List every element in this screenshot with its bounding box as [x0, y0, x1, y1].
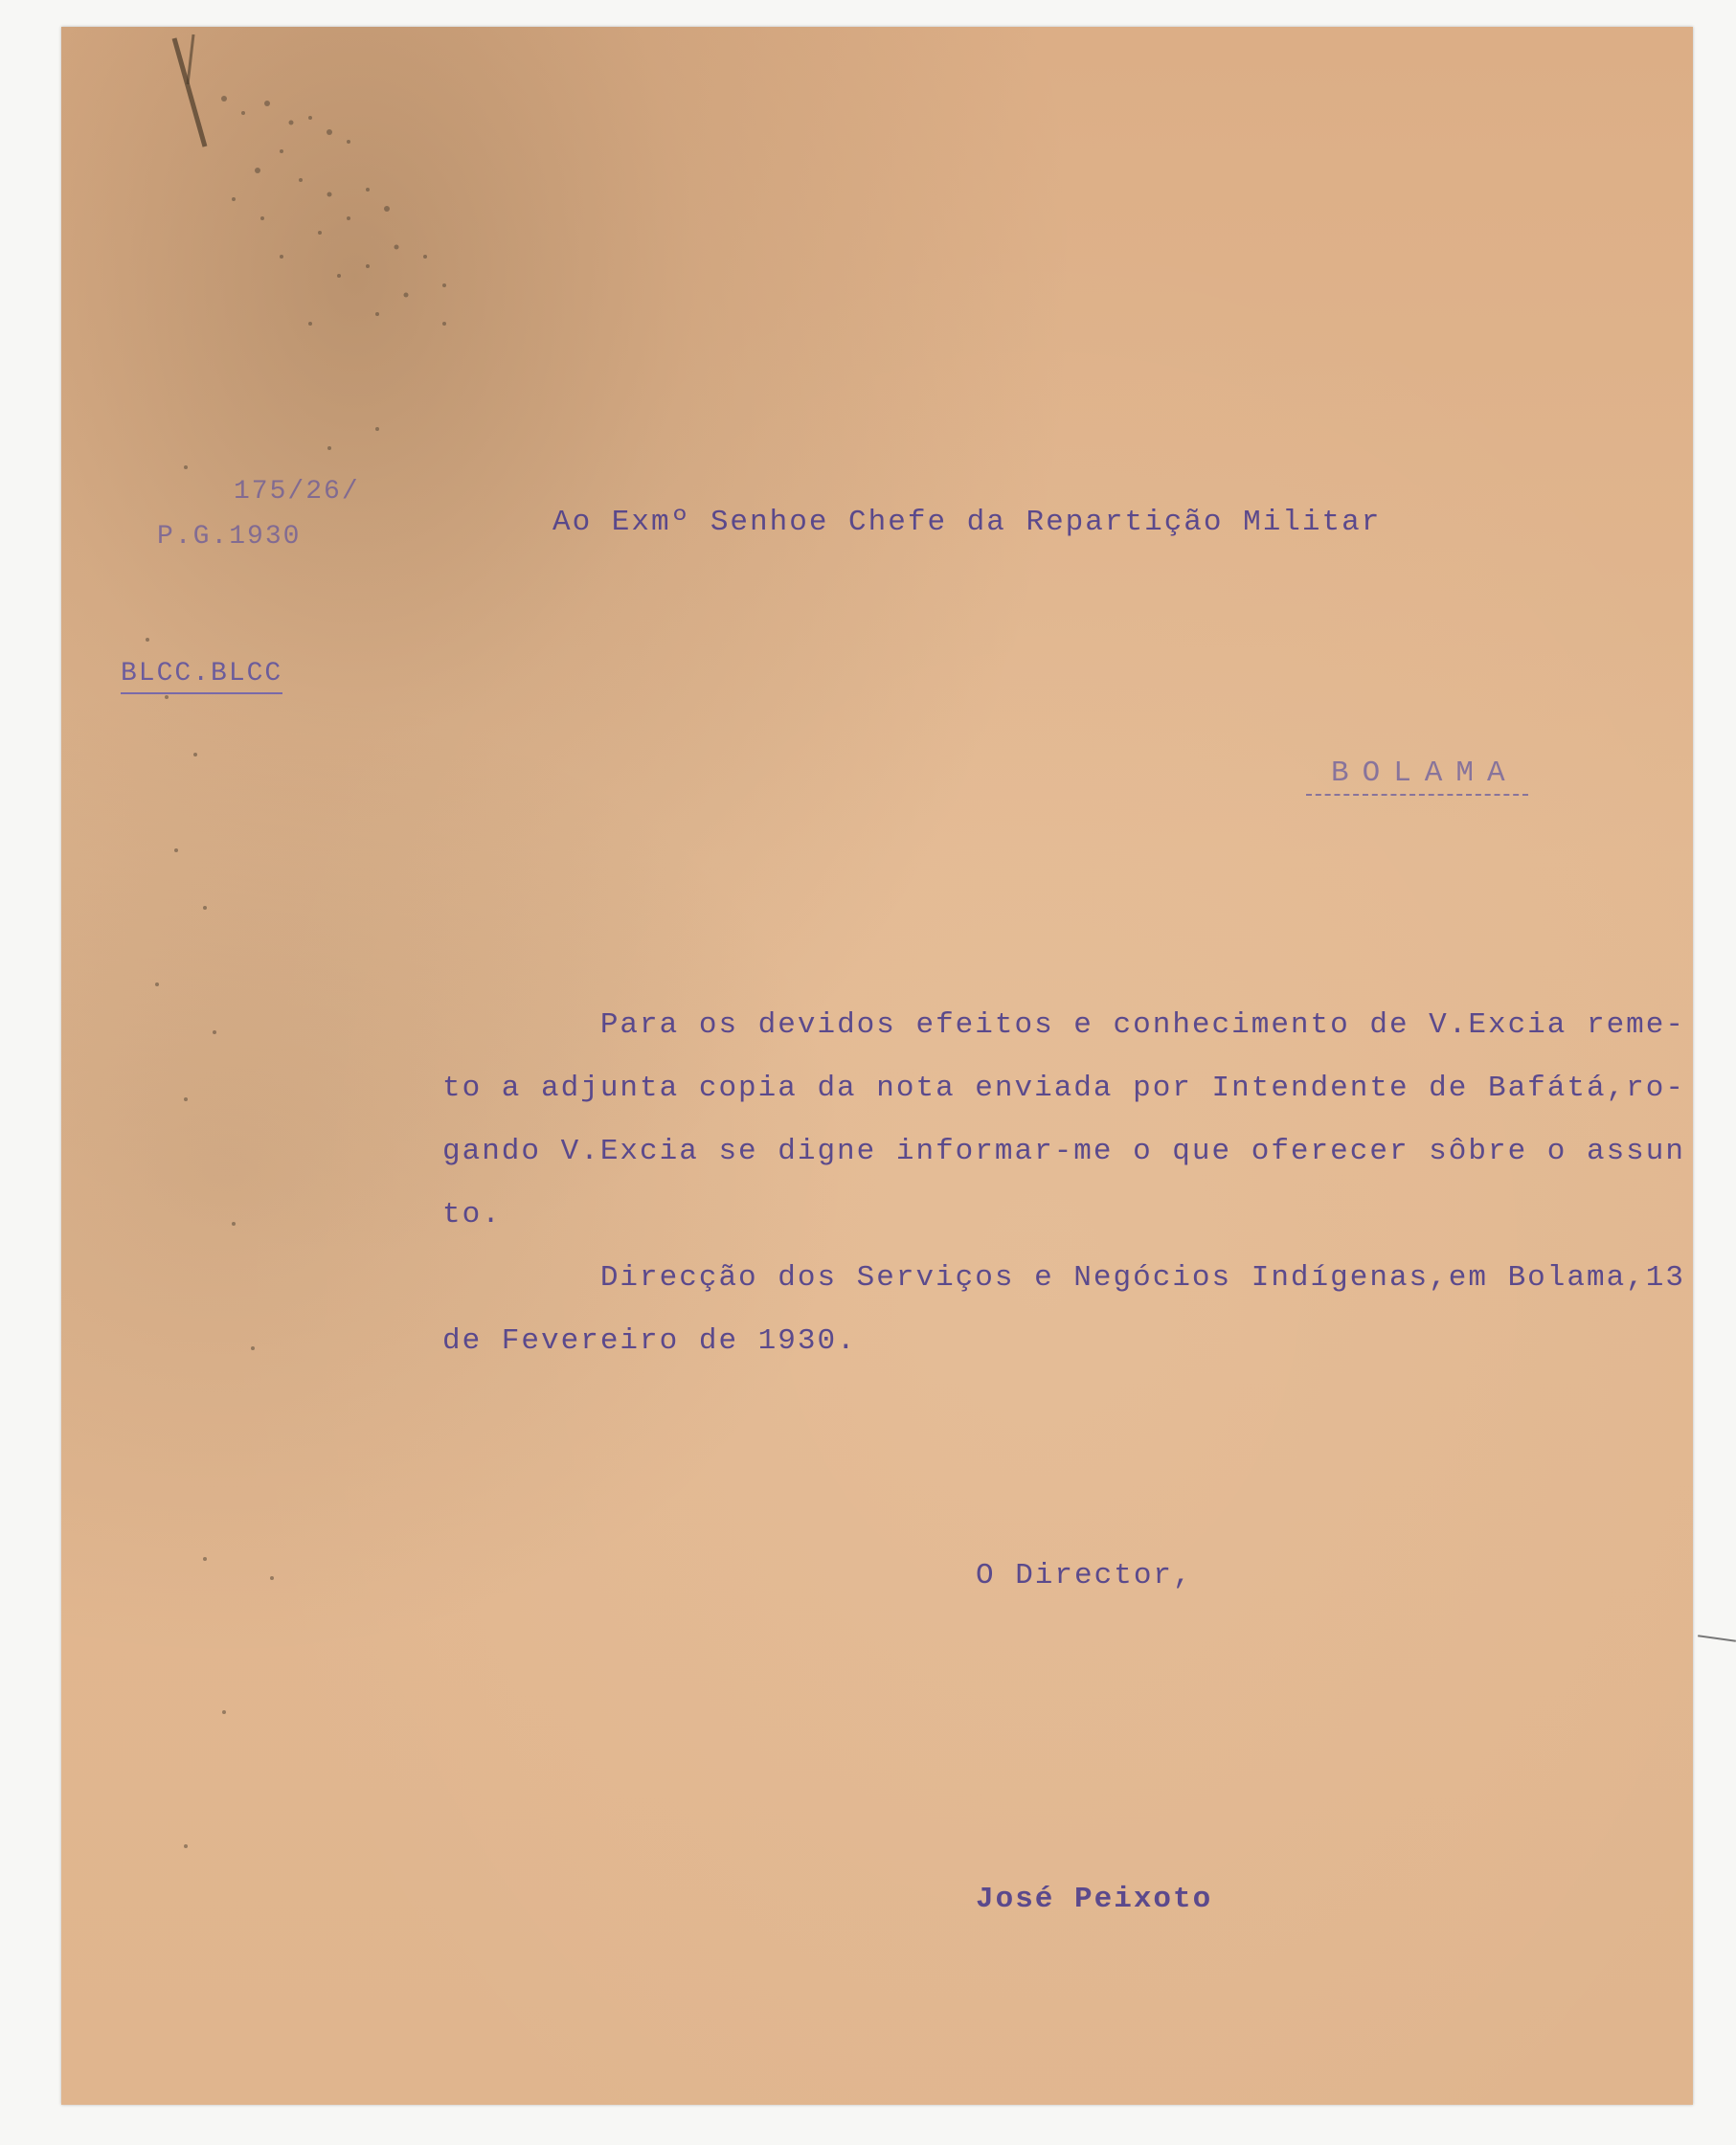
reference-code: P.G.1930	[157, 522, 302, 552]
typist-initials: BLCC.BLCC	[121, 659, 282, 694]
place-name: BOLAMA	[1306, 756, 1528, 796]
signature-name: José Peixoto	[976, 1883, 1213, 1916]
body-paragraph: Direcção dos Serviços e Negócios Indígenas,em Bolama,13 de Fevereiro de 1930.	[442, 1261, 1685, 1358]
reference-number: 175/26/	[234, 477, 360, 507]
paper-sheet	[61, 27, 1693, 2105]
scan-edge-mark	[1698, 1635, 1736, 1642]
closing-line: O Director,	[976, 1559, 1193, 1592]
body-paragraph: Para os devidos efeitos e conhecimento de V.Excia reme- to a adjunta copia da nota enviada por Intendente de Bafátá,ro- gando V.Excia se digne informar-me o que oferecer sôbre o assun to.	[442, 1008, 1685, 1231]
letter-body	[442, 994, 1687, 1373]
addressee-line: Ao Exmº Senhoe Chefe da Repartição Militar	[552, 506, 1382, 539]
